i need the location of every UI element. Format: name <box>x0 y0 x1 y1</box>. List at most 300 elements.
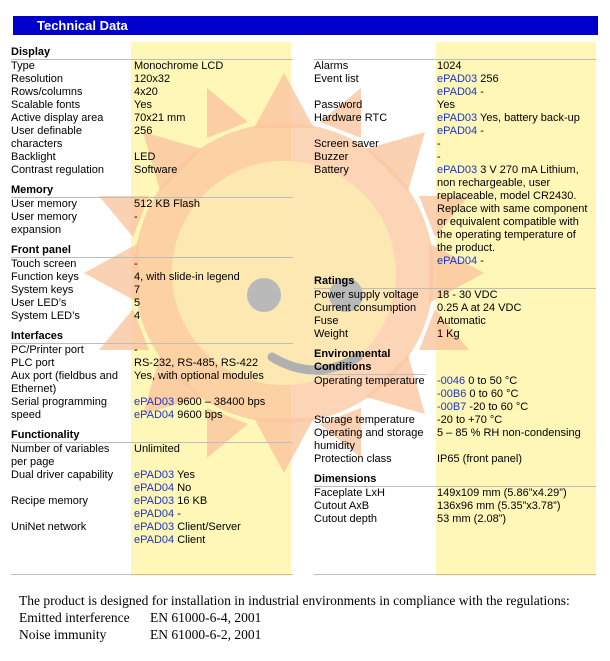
spec-value-line <box>437 401 596 414</box>
spec-label-line: Faceplate LxH <box>314 487 385 499</box>
spec-label <box>314 513 432 526</box>
section-heading: Ratings <box>314 275 596 289</box>
compliance-line <box>19 626 570 643</box>
spec-label-line: Password <box>314 99 363 111</box>
value-text: 4 <box>134 310 141 322</box>
spec-value-line <box>437 99 596 112</box>
spec-value-line <box>134 211 293 224</box>
value-text: 5 – 85 % RH non-condensing <box>437 427 581 439</box>
model-code: -0046 <box>437 375 466 387</box>
spec-label-line: Rows/columns <box>11 86 83 98</box>
value-text: 149x109 mm (5.86”x4.29”) <box>437 487 567 499</box>
spec-label <box>11 73 129 86</box>
spec-value <box>437 315 596 328</box>
spec-label-line: Buzzer <box>314 151 349 163</box>
spec-value <box>437 112 596 138</box>
spec-label <box>11 469 129 482</box>
spec-row <box>11 86 293 99</box>
spec-value-line <box>134 198 293 211</box>
spec-value-line <box>134 344 293 357</box>
spec-row <box>11 112 293 125</box>
spec-label-line: characters <box>11 138 63 150</box>
spec-label <box>11 198 129 211</box>
spec-value <box>134 495 293 521</box>
value-text: 256 <box>477 73 499 85</box>
spec-label <box>11 443 129 469</box>
spec-value <box>134 258 293 271</box>
value-text: 9600 bps <box>174 409 223 421</box>
value-text: 136x96 mm (5.35”x3.78”) <box>437 500 561 512</box>
spec-row <box>314 328 596 341</box>
spec-row <box>314 315 596 328</box>
value-text: -20 to 60 °C <box>466 401 529 413</box>
spec-label <box>11 271 129 284</box>
value-text: or equivalent compatible with <box>437 216 579 228</box>
spec-value-line <box>134 164 293 177</box>
value-text: - <box>134 258 138 270</box>
spec-value-line <box>437 375 596 388</box>
spec-row <box>314 375 596 414</box>
spec-label-line: Weight <box>314 328 349 340</box>
spec-row <box>11 297 293 310</box>
spec-value-line <box>437 229 596 242</box>
spec-value <box>134 271 293 284</box>
spec-label <box>314 315 432 328</box>
value-text: Yes <box>134 99 152 111</box>
value-text: - <box>437 151 441 163</box>
spec-value <box>134 344 293 357</box>
spec-label <box>11 60 129 73</box>
spec-value-line <box>134 73 293 86</box>
spec-value-line <box>134 86 293 99</box>
value-text: 4, with slide-in legend <box>134 271 240 283</box>
spec-value-line <box>437 453 596 466</box>
spec-label-line: Backlight <box>11 151 56 163</box>
spec-value-line <box>134 357 293 370</box>
spec-value-line <box>437 289 596 302</box>
spec-row <box>11 125 293 151</box>
value-text: 0 to 60 °C <box>466 388 519 400</box>
model-code: ePAD04 <box>134 482 175 494</box>
spec-label-line: Ethernet) <box>11 383 57 395</box>
spec-value-line <box>437 315 596 328</box>
spec-label <box>11 521 129 534</box>
spec-row <box>11 198 293 211</box>
spec-row <box>11 211 293 237</box>
spec-label <box>314 138 432 151</box>
spec-value <box>437 500 596 513</box>
value-text: LED <box>134 151 156 163</box>
spec-row <box>314 427 596 453</box>
spec-row <box>11 396 293 422</box>
value-text: Yes, with optional modules <box>134 370 264 382</box>
section-heading: Front panel <box>11 244 293 258</box>
compliance-line <box>19 609 570 626</box>
spec-value-line <box>134 469 293 482</box>
spec-row <box>314 99 596 112</box>
compliance-label: Emitted interference <box>19 610 130 625</box>
spec-label <box>11 357 129 370</box>
spec-row <box>11 164 293 177</box>
spec-label-line: Protection class <box>314 453 392 465</box>
spec-value <box>134 310 293 323</box>
spec-label-line: User LED’s <box>11 297 67 309</box>
spec-row <box>11 151 293 164</box>
spec-value <box>134 73 293 86</box>
value-text: Yes <box>174 469 195 481</box>
value-text: 9600 – 38400 bps <box>174 396 266 408</box>
spec-value-line <box>437 513 596 526</box>
left-column-bottom-rule <box>11 574 293 575</box>
spec-label-line: Alarms <box>314 60 349 72</box>
left-column <box>11 46 293 554</box>
value-text: -20 to +70 °C <box>437 414 503 426</box>
section-interfaces <box>11 330 293 422</box>
value-text: 512 KB Flash <box>134 198 201 210</box>
spec-label <box>314 60 432 73</box>
spec-value <box>134 86 293 99</box>
value-text: 256 <box>134 125 153 137</box>
spec-value <box>437 138 596 151</box>
section-front-panel <box>11 244 293 323</box>
model-code: ePAD04 <box>134 508 175 520</box>
spec-row <box>11 469 293 495</box>
spec-value-line <box>134 112 293 125</box>
model-code: ePAD03 <box>437 73 478 85</box>
value-text: 3 V 270 mA Lithium, <box>477 164 579 176</box>
spec-value <box>134 60 293 73</box>
spec-value <box>437 289 596 302</box>
spec-label-line: Screen saver <box>314 138 379 150</box>
spec-label-line: User definable <box>11 125 82 137</box>
spec-row <box>314 487 596 500</box>
spec-value-line <box>134 310 293 323</box>
spec-row <box>314 453 596 466</box>
value-text: Monochrome LCD <box>134 60 224 72</box>
spec-value-line <box>437 414 596 427</box>
spec-label-line: User memory <box>11 198 78 210</box>
model-code: -00B7 <box>437 401 467 413</box>
spec-label <box>314 328 432 341</box>
spec-label-line: Function keys <box>11 271 79 283</box>
spec-label <box>314 112 432 125</box>
spec-value <box>437 302 596 315</box>
spec-value-line <box>134 495 293 508</box>
spec-row <box>11 73 293 86</box>
spec-value-line <box>134 482 293 495</box>
model-code: ePAD04 <box>134 534 175 546</box>
spec-value <box>437 414 596 427</box>
spec-label <box>314 375 432 388</box>
spec-value-line <box>134 284 293 297</box>
spec-row <box>314 164 596 268</box>
value-text: 7 <box>134 284 141 296</box>
spec-value-line <box>134 409 293 422</box>
spec-label-line: expansion <box>11 224 62 236</box>
value-text: the product. <box>437 242 496 254</box>
spec-value-line <box>134 443 293 456</box>
spec-value-line <box>437 255 596 268</box>
spec-value <box>134 396 293 422</box>
spec-label-line: Operating temperature <box>314 375 425 387</box>
spec-value-line <box>134 99 293 112</box>
spec-value <box>437 375 596 414</box>
spec-value <box>134 151 293 164</box>
value-text: 70x21 mm <box>134 112 186 124</box>
section-heading: Memory <box>11 184 293 198</box>
spec-value-line <box>437 164 596 177</box>
spec-value-line <box>134 508 293 521</box>
value-text: Yes, battery back-up <box>477 112 580 124</box>
spec-label-line: Cutout AxB <box>314 500 370 512</box>
spec-label-line: Aux port (fieldbus and <box>11 370 119 382</box>
value-text: Replace with same component <box>437 203 588 215</box>
spec-value-line <box>437 86 596 99</box>
value-text: 18 - 30 VDC <box>437 289 498 301</box>
spec-value <box>437 60 596 73</box>
spec-label <box>11 86 129 99</box>
spec-value <box>134 521 293 547</box>
spec-label <box>11 344 129 357</box>
spec-label-line: User memory <box>11 211 78 223</box>
spec-row <box>314 500 596 513</box>
spec-row <box>314 151 596 164</box>
spec-value-line <box>437 216 596 229</box>
spec-label <box>314 73 432 86</box>
model-code: ePAD04 <box>134 409 175 421</box>
compliance-value: EN 61000-6-4, 2001 <box>150 610 262 625</box>
spec-value-line <box>437 138 596 151</box>
right-column-bottom-rule <box>314 574 596 575</box>
value-text: 1 Kg <box>437 328 460 340</box>
section-dimensions <box>314 473 596 526</box>
spec-label-line: System keys <box>11 284 74 296</box>
spec-row <box>11 60 293 73</box>
spec-value-line <box>437 190 596 203</box>
value-text: 0 to 50 °C <box>465 375 518 387</box>
spec-row <box>314 302 596 315</box>
value-text: 16 KB <box>174 495 208 507</box>
spec-label <box>314 289 432 302</box>
section-heading: Environmental Conditions <box>314 348 426 375</box>
value-text: Yes <box>437 99 455 111</box>
spec-value <box>437 427 596 453</box>
spec-row <box>11 258 293 271</box>
spec-label-line: Scalable fonts <box>11 99 81 111</box>
spec-row <box>314 138 596 151</box>
spec-value-line <box>437 177 596 190</box>
section-heading: Interfaces <box>11 330 293 344</box>
spec-value-line <box>134 396 293 409</box>
spec-label-line: Battery <box>314 164 349 176</box>
spec-value <box>134 370 293 396</box>
value-text: Client <box>174 534 206 546</box>
spec-row <box>11 271 293 284</box>
spec-value <box>437 73 596 99</box>
spec-label-line: Serial programming <box>11 396 107 408</box>
spec-value <box>134 125 293 151</box>
spec-label <box>314 487 432 500</box>
value-text: Automatic <box>437 315 486 327</box>
value-text: IP65 (front panel) <box>437 453 522 465</box>
model-code: ePAD03 <box>437 112 478 124</box>
spec-row <box>314 112 596 138</box>
spec-value <box>134 357 293 370</box>
value-text: Unlimited <box>134 443 180 455</box>
spec-value-line <box>437 151 596 164</box>
spec-label <box>314 302 432 315</box>
spec-label <box>11 151 129 164</box>
spec-label <box>314 99 432 112</box>
spec-value <box>134 297 293 310</box>
value-text: - <box>134 344 138 356</box>
value-text: - <box>174 508 181 520</box>
value-text: - <box>437 138 441 150</box>
spec-label-line: Cutout depth <box>314 513 377 525</box>
spec-row <box>314 513 596 526</box>
value-text: Client/Server <box>174 521 241 533</box>
value-text: - <box>134 211 138 223</box>
value-text: - <box>477 125 484 137</box>
spec-label <box>314 427 432 453</box>
spec-label <box>314 500 432 513</box>
spec-value <box>437 164 596 268</box>
compliance-footer <box>19 592 570 643</box>
spec-label <box>11 99 129 112</box>
value-text: 120x32 <box>134 73 171 85</box>
spec-value-line <box>134 125 293 138</box>
value-text: No <box>174 482 192 494</box>
spec-row <box>11 521 293 547</box>
spec-label-line: Touch screen <box>11 258 77 270</box>
section-environmental-conditions <box>314 348 596 466</box>
value-text: 4x20 <box>134 86 158 98</box>
spec-label-line: humidity <box>314 440 355 452</box>
spec-row <box>11 344 293 357</box>
spec-label <box>11 495 129 508</box>
spec-label <box>314 151 432 164</box>
value-text: 0.25 A at 24 VDC <box>437 302 522 314</box>
spec-value <box>134 284 293 297</box>
compliance-label: Noise immunity <box>19 627 107 642</box>
section-heading: Display <box>11 46 293 60</box>
section-heading <box>314 46 596 60</box>
spec-value-line <box>437 242 596 255</box>
spec-value-line <box>134 521 293 534</box>
spec-value <box>134 112 293 125</box>
spec-label-line: Hardware RTC <box>314 112 388 124</box>
spec-label <box>11 310 129 323</box>
spec-label <box>11 297 129 310</box>
value-text: RS-232, RS-485, RS-422 <box>134 357 259 369</box>
spec-value <box>134 469 293 495</box>
compliance-value: EN 61000-6-2, 2001 <box>150 627 262 642</box>
value-text: - <box>477 86 484 98</box>
spec-label <box>314 164 432 177</box>
spec-value-line <box>134 151 293 164</box>
spec-value-line <box>437 328 596 341</box>
spec-label-line: Operating and storage <box>314 427 424 439</box>
model-code: ePAD04 <box>437 255 478 267</box>
model-code: -00B6 <box>437 388 467 400</box>
spec-value-line <box>437 125 596 138</box>
value-text: 53 mm (2.08”) <box>437 513 507 525</box>
spec-label-line: Resolution <box>11 73 63 85</box>
value-text: - <box>477 255 484 267</box>
spec-label-line: PC/Printer port <box>11 344 84 356</box>
value-text: 1024 <box>437 60 462 72</box>
spec-label-line: Current consumption <box>314 302 417 314</box>
spec-value <box>437 487 596 500</box>
spec-label-line: Number of variables <box>11 443 110 455</box>
spec-value-line <box>134 60 293 73</box>
spec-value-line <box>437 500 596 513</box>
spec-label <box>11 258 129 271</box>
spec-value <box>437 151 596 164</box>
spec-label <box>11 211 129 237</box>
spec-row <box>11 443 293 469</box>
spec-label-line: Power supply voltage <box>314 289 419 301</box>
model-code: ePAD03 <box>437 164 478 176</box>
spec-label-line: UniNet network <box>11 521 87 533</box>
spec-label-line: per page <box>11 456 55 468</box>
value-text: Software <box>134 164 178 176</box>
spec-value-line <box>437 60 596 73</box>
spec-value <box>134 211 293 237</box>
value-text: 5 <box>134 297 141 309</box>
value-text: non rechargeable, user <box>437 177 551 189</box>
spec-value-line <box>437 427 596 440</box>
section-functionality <box>11 429 293 547</box>
model-code: ePAD04 <box>437 125 478 137</box>
spec-value-line <box>437 388 596 401</box>
spec-label-line: Type <box>11 60 35 72</box>
spec-value-line <box>437 487 596 500</box>
spec-value-line <box>437 302 596 315</box>
spec-value-line <box>134 271 293 284</box>
spec-label <box>11 284 129 297</box>
spec-label-line: System LED’s <box>11 310 80 322</box>
spec-row <box>11 310 293 323</box>
section-heading: Dimensions <box>314 473 596 487</box>
spec-value-line <box>437 203 596 216</box>
spec-row <box>11 284 293 297</box>
spec-label <box>11 370 129 396</box>
spec-row <box>11 495 293 521</box>
spec-row <box>11 370 293 396</box>
model-code: ePAD04 <box>437 86 478 98</box>
spec-label <box>11 125 129 151</box>
spec-value <box>437 328 596 341</box>
spec-row <box>314 414 596 427</box>
spec-label <box>11 396 129 422</box>
section-heading: Functionality <box>11 429 293 443</box>
model-code: ePAD03 <box>134 469 175 481</box>
spec-label-line: speed <box>11 409 41 421</box>
compliance-intro: The product is designed for installation in industrial environments in compliance with the regulations: <box>19 593 570 608</box>
model-code: ePAD03 <box>134 521 175 533</box>
spec-label <box>11 164 129 177</box>
spec-value-line <box>134 370 293 383</box>
spec-value-line <box>134 258 293 271</box>
title-bar <box>13 16 598 35</box>
spec-label-line: Active display area <box>11 112 104 124</box>
spec-label-line: Fuse <box>314 315 339 327</box>
spec-value-line <box>134 297 293 310</box>
spec-label-line: Contrast regulation <box>11 164 104 176</box>
right-column <box>314 46 596 533</box>
spec-label <box>314 414 432 427</box>
